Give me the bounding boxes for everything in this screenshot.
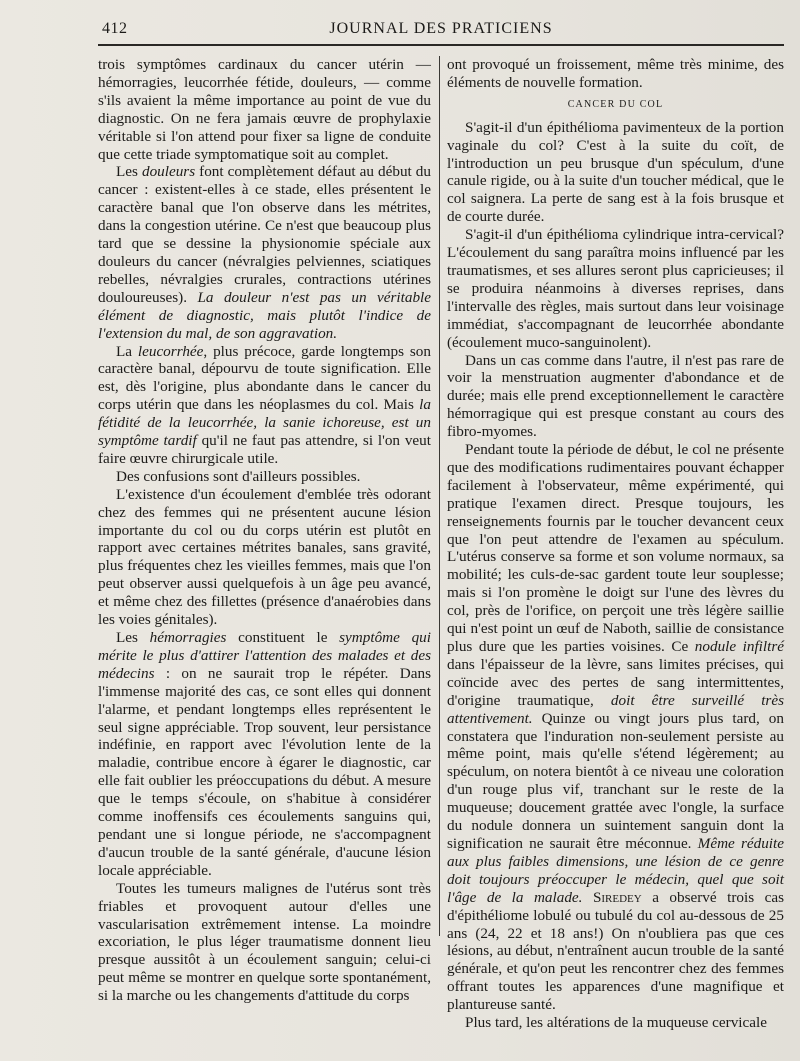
paragraph: Pendant toute la période de début, le col ne présente que des modifications rudimentaires pouvant échapper facilement à l'observateur, même expérimenté, qui pratique l'examen direct. Presque toujours, les renseignements fournis par le toucher devancent ceux que l'on peut attendre de l'examen au spéculum. L'utérus conserve sa forme et son volume normaux, sa mobilité; les culs-de-sac gardent toute leur souplesse; mais si l'on promène le doigt sur l'une des lèvres du col, près de l'orifice, on perçoit une très légère saillie qui n'est point un œuf de Naboth, saillie de consistance plus dure que les parties voisines. Ce nodule infiltré dans l'épaisseur de la lèvre, sans limites précises, qui coïncide avec des pertes de sang intermittentes, d'origine traumatique, doit être surveillé très attentivement. Quinze ou vingt jours plus tard, on constatera que l'induration non-seulement persiste au même point, mais qu'elle s'étend légèrement; au spéculum, on notera bientôt à ce niveau une coloration d'un rouge plus vif, tranchant sur le reste de la muqueuse; doucement grattée avec l'ongle, la surface du nodule donnera un suintement sanguin dont la signification ne saurait être méconnue. Même réduite aux plus faibles dimensions, une lésion de ce genre doit toujours préoccuper le médecin, quel que soit l'âge de la malade. Siredey a observé trois cas d'épithéliome lobulé ou tubulé du col au-dessous de 25 ans (24, 22 et 18 ans!) On n'oubliera pas que ces lésions, au début, n'entraînent aucun trouble de la santé générale, et qu'on peut les rencontrer chez des femmes offrant toutes les apparences d'une magnifique et plantureuse santé. bbox=[447, 441, 784, 1014]
paragraph: Les douleurs font complètement défaut au début du cancer : existent-elles à ce stade, elles présentent le caractère banal que l'on observe dans les métrites, dans la congestion utérine. Ce n'est que beaucoup plus tard que se dessine la physionomie spéciale aux douleurs du cancer (névralgies pelviennes, sciatiques rebelles, névralgies crurales, contractions utérines douloureuses). La douleur n'est pas un véritable élément de diagnostic, mais plutôt l'indice de l'extension du mal, de son aggravation. bbox=[98, 163, 431, 342]
paragraph: Des confusions sont d'ailleurs possibles. bbox=[116, 467, 361, 485]
paragraph: Toutes les tumeurs malignes de l'utérus sont très friables et provoquent autour d'elles une vascularisation extrêmement intense. La moindre excoriation, le plus léger traumatisme donnent lieu presque aussitôt à un écoulement sanguin; celui-ci peut même se montrer en quelque sorte spontanément, si la marche ou les changements d'attitude du corps bbox=[98, 879, 431, 1005]
paragraph: L'existence d'un écoulement d'emblée très odorant chez des femmes qui ne présentent aucune lésion importante du col ou du corps utérin est plutôt en rapport avec certaines métrites banales, sans gravité, plus fréquentes chez les vieilles femmes, mais que l'on peut observer aussi quelquefois à un âge peu avancé, et même chez des fillettes (présence d'anaérobies dans les voies génitales). bbox=[98, 485, 431, 629]
paragraph: S'agit-il d'un épithélioma cylindrique intra-cervical? L'écoulement du sang paraîtra moins influencé par les traumatismes, et ses allures seront plus capricieuses; il se produira néanmoins à diverses reprises, dans l'intervalle des règles, mais surtout dans leur voisinage immédiat, s'accompagnant de leucorrhée abondante (écoulement muco-sanguinolent). bbox=[447, 226, 784, 351]
paragraph: Plus tard, les altérations de la muqueuse cervicale bbox=[465, 1014, 767, 1032]
paragraph: S'agit-il d'un épithélioma pavimenteux de la portion vaginale du col? C'est à la suite du coït, de l'introduction un peu brusque d'un spéculum, d'une canule rigide, ou à la suite d'un toucher médical, que le col saignera. La perte de sang est à la fois brusque et de courte durée. bbox=[447, 118, 784, 226]
paragraph: ont provoqué un froissement, même très minime, des éléments de nouvelle formation. bbox=[447, 56, 784, 91]
page-header bbox=[96, 18, 786, 42]
section-heading: CANCER DU COL bbox=[567, 98, 664, 110]
running-title: JOURNAL DES PRATICIENS bbox=[329, 20, 553, 37]
header-rule bbox=[98, 44, 784, 46]
left-column bbox=[98, 56, 431, 1005]
right-column bbox=[447, 56, 784, 1032]
paragraph: Dans un cas comme dans l'autre, il n'est pas rare de voir la menstruation augmenter d'abondance et de durée; mais elle prend exceptionnellement le caractère hémorragique qui est presque constant au cours des fibro-myomes. bbox=[447, 351, 784, 441]
paragraph: La leucorrhée, plus précoce, garde longtemps son caractère banal, dépourvu de toute signification. Elle est, dès l'origine, plus abondante dans le cancer du corps utérin que dans les néoplasmes du col. Mais la fétidité de la leucorrhée, la sanie ichoreuse, est un symptôme tardif qu'il ne faut pas attendre, si l'on veut faire œuvre chirurgicale utile. bbox=[98, 342, 431, 467]
column-divider bbox=[439, 56, 440, 936]
paragraph: trois symptômes cardinaux du cancer utérin — hémorragies, leucorrhée fétide, douleurs, — comme s'ils avaient la même importance au point de vue du diagnostic. On ne fera jamais œuvre de prophylaxie véritable si l'on attend pour fixer sa ligne de conduite que cette triade symptomatique soit au complet. bbox=[98, 56, 431, 163]
page-number: 412 bbox=[102, 20, 128, 37]
paragraph: Les hémorragies constituent le symptôme qui mérite le plus d'attirer l'attention des malades et des médecins : on ne saurait trop le répéter. Dans l'immense majorité des cas, ce sont elles qui donnent l'alarme, et pendant longtemps elles représentent le seul signe appréciable. Trop souvent, leur persistance indéfinie, en rapport avec l'évolution lente de la maladie, contribue encore à égarer le diagnostic, car elle fait oublier les préoccupations du début. A mesure que le temps s'écoule, on s'habitue à considérer comme inoffensifs ces écoulements sanguins qui, pendant une si longue période, ne s'accompagnent d'aucun trouble de la santé générale, d'aucune lésion locale appréciable. bbox=[98, 629, 431, 879]
